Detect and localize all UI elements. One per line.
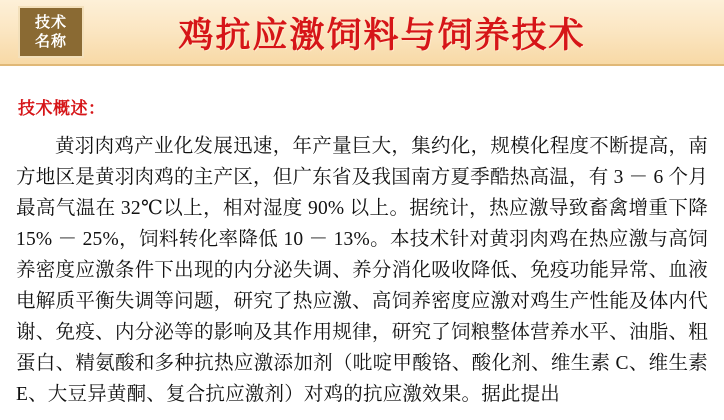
page-title: 鸡抗应激饲料与饲养技术 [178,16,586,55]
section-heading-overview: 技术概述： [18,99,106,118]
header-banner [0,0,724,66]
document-content [0,66,724,410]
overview-paragraph: 黄羽肉鸡产业化发展迅速，年产量巨大，集约化，规模化程度不断提高，南方地区是黄羽肉鸡的主产区，但广东省及我国南方夏季酷热高温，有 3 － 6 个月最高气温在 32℃以上，相对湿度 90% 以上。据统计，热应激导致畜禽增重下降 15% － 25%，饲料转化率降低 10 － 13%。本技术针对黄羽肉鸡在热应激与高饲养密度应激条件下出现的内分泌失调、养分消化吸收降低、免疫功能异常、血液电解质平衡失调等问题，研究了热应激、高饲养密度应激对鸡生产性能及体内代谢、免疫、内分泌等的影响及其作用规律，研究了饲粮整体营养水平、油脂、粗蛋白、精氨酸和多种抗热应激添加剂（吡啶甲酸铬、酸化剂、维生素 C、维生素 E、大豆异黄酮、复合抗应激剂）对鸡的抗应激效果。据此提出 [16,136,708,405]
tag-label-line-2: 名称 [34,33,67,50]
tag-label-line-1: 技术 [34,14,67,31]
